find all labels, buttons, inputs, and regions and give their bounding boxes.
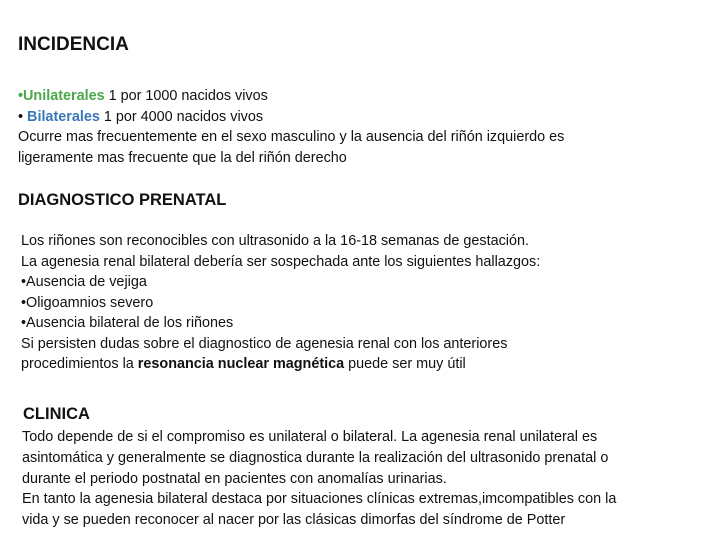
- incidencia-heading: INCIDENCIA: [18, 34, 129, 55]
- unilaterales-text: 1 por 1000 nacidos vivos: [104, 88, 268, 104]
- clinica-text-line: Todo depende de si el compromiso es unilateral o bilateral. La agenesia renal unilateral es: [22, 429, 598, 445]
- incidencia-body: [18, 86, 564, 168]
- clinica-text-line: En tanto la agenesia bilateral destaca por situaciones clínicas extremas,imcompatibles con la: [22, 491, 617, 508]
- unilaterales-line: [18, 86, 564, 107]
- unilaterales-label: •Unilaterales: [18, 88, 105, 104]
- diagnostico-text-line: Si persisten dudas sobre el diagnostico de agenesia renal con los anteriores: [21, 335, 508, 352]
- diagnostico-text-line: Los riñones son reconocibles con ultrasonido a la 16-18 semanas de gestación.: [21, 233, 529, 249]
- bilaterales-bullet: •: [18, 108, 28, 125]
- diagnostico-body: [21, 231, 540, 375]
- incidencia-text-line: Ocurre mas frecuentemente en el sexo masculino y la ausencia del riñón izquierdo es: [18, 129, 565, 145]
- bilaterales-label: Bilaterales: [27, 108, 100, 125]
- resonancia-prefix: procedimientos la: [21, 356, 138, 372]
- diagnostico-bullet-item: •Ausencia de vejiga: [21, 274, 147, 290]
- incidencia-text-line: ligeramente mas frecuente que la del riñón derecho: [18, 149, 347, 166]
- clinica-text-line: asintomática y generalmente se diagnostica durante la realización del ultrasonido prenatal o: [22, 449, 609, 466]
- bilaterales-text: 1 por 4000 nacidos vivos: [99, 108, 264, 125]
- resonancia-emphasis: resonancia nuclear magnética: [137, 356, 345, 372]
- clinica-heading: CLINICA: [23, 405, 90, 423]
- clinica-body: [22, 427, 616, 531]
- clinica-text-line: durante el periodo postnatal en pacientes con anomalías urinarias.: [22, 470, 447, 487]
- diagnostico-bullet-item: •Ausencia bilateral de los riñones: [21, 315, 234, 331]
- diagnostico-text-line: [21, 354, 540, 375]
- diagnostico-bullet-item: •Oligoamnios severo: [21, 294, 154, 311]
- resonancia-suffix: puede ser muy útil: [344, 356, 466, 372]
- diagnostico-heading: DIAGNOSTICO PRENATAL: [18, 191, 227, 209]
- bilaterales-line: [18, 107, 564, 128]
- clinica-text-line: vida y se pueden reconocer al nacer por las clásicas dimorfas del síndrome de Potter: [22, 512, 566, 529]
- diagnostico-text-line: La agenesia renal bilateral debería ser sospechada ante los siguientes hallazgos:: [21, 253, 541, 270]
